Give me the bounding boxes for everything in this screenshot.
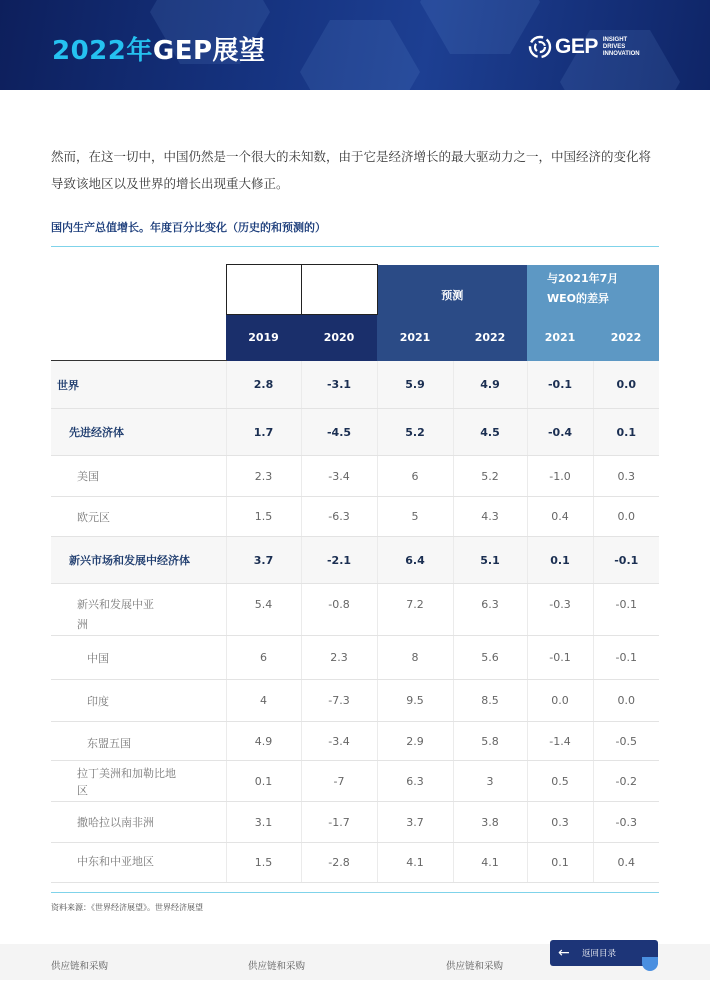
header-banner	[0, 0, 710, 90]
header-empty-box	[301, 265, 377, 315]
logo-tagline-line: DRIVES	[602, 43, 626, 50]
row-value: 8	[377, 636, 453, 680]
row-value: -4.5	[301, 409, 377, 456]
row-value: 6	[377, 456, 453, 497]
row-value: -2.8	[301, 843, 377, 883]
row-value: -1.7	[301, 802, 377, 843]
row-value: 4.1	[453, 843, 527, 883]
row-value: -0.3	[593, 802, 659, 843]
row-value: 3.7	[226, 537, 301, 584]
gep-logo	[528, 34, 640, 60]
decor-hexagon	[420, 0, 540, 54]
header-year: 2020	[301, 315, 377, 361]
logo-tagline-line: INSIGHT	[602, 36, 628, 43]
row-value: 6.3	[377, 761, 453, 802]
row-value: 1.5	[226, 843, 301, 883]
row-value: 8.5	[453, 680, 527, 722]
row-value: -1.0	[527, 456, 593, 497]
row-value: 0.1	[593, 409, 659, 456]
intro-paragraph: 然而，在这一切中，中国仍然是一个很大的未知数，由于它是经济增长的最大驱动力之一，中国经济的变化将导致该地区以及世界的增长出现重大修正。	[51, 149, 652, 191]
row-value: 0.0	[527, 680, 593, 722]
row-value: -2.1	[301, 537, 377, 584]
row-value: 0.1	[527, 537, 593, 584]
row-value: 0.4	[593, 843, 659, 883]
row-label: 中国	[51, 636, 226, 680]
row-value: 5.9	[377, 361, 453, 409]
row-label: 新兴和发展中亚洲	[51, 584, 226, 636]
row-value: -0.1	[593, 584, 659, 636]
row-value: 6.3	[453, 584, 527, 636]
row-label: 先进经济体	[51, 409, 226, 456]
row-label: 印度	[51, 680, 226, 722]
row-label: 东盟五国	[51, 722, 226, 761]
page-title	[52, 30, 266, 67]
footer-link[interactable]: 供应链和采购	[446, 961, 504, 972]
row-value: 2.3	[301, 636, 377, 680]
row-value: 0.4	[527, 497, 593, 537]
row-label: 世界	[51, 361, 226, 409]
table-row	[51, 497, 659, 537]
row-value: -0.2	[593, 761, 659, 802]
table-row	[51, 456, 659, 497]
row-value: -3.1	[301, 361, 377, 409]
row-value: 4.5	[453, 409, 527, 456]
title-year: 2022年	[52, 36, 153, 66]
row-value: 4.1	[377, 843, 453, 883]
row-value: 2.3	[226, 456, 301, 497]
row-value: 5.2	[453, 456, 527, 497]
row-value: -3.4	[301, 456, 377, 497]
row-label: 中东和中亚地区	[51, 843, 226, 883]
row-value: 0.0	[593, 361, 659, 409]
title-rest: GEP展望	[152, 36, 266, 66]
row-value: 7.2	[377, 584, 453, 636]
row-value: 1.5	[226, 497, 301, 537]
row-value: -0.1	[593, 636, 659, 680]
row-value: 0.3	[527, 802, 593, 843]
table-row	[51, 761, 659, 802]
row-value: 9.5	[377, 680, 453, 722]
row-value: -0.5	[593, 722, 659, 761]
logo-tagline	[603, 37, 640, 58]
header-year: 2019	[226, 315, 301, 361]
row-value: 2.8	[226, 361, 301, 409]
row-value: 6.4	[377, 537, 453, 584]
table-header-groups	[51, 265, 659, 315]
row-value: 3.1	[226, 802, 301, 843]
row-value: -7	[301, 761, 377, 802]
row-label: 欧元区	[51, 497, 226, 537]
table-row	[51, 802, 659, 843]
row-value: 0.0	[593, 497, 659, 537]
row-value: 5.6	[453, 636, 527, 680]
header-year: 2022	[593, 315, 659, 361]
row-value: 4.9	[226, 722, 301, 761]
row-value: 0.1	[527, 843, 593, 883]
row-label: 撒哈拉以南非洲	[51, 802, 226, 843]
row-value: 4	[226, 680, 301, 722]
row-value: -1.4	[527, 722, 593, 761]
table-row	[51, 409, 659, 456]
table-row	[51, 843, 659, 883]
header-empty-box	[226, 265, 301, 315]
row-label: 新兴市场和发展中经济体	[51, 537, 226, 584]
row-value: 6	[226, 636, 301, 680]
row-value: 4.9	[453, 361, 527, 409]
row-value: -0.1	[593, 537, 659, 584]
header-year: 2022	[453, 315, 527, 361]
row-value: 5.8	[453, 722, 527, 761]
row-value: 2.9	[377, 722, 453, 761]
gep-logo-icon	[528, 35, 552, 59]
row-value: 3.8	[453, 802, 527, 843]
header-forecast: 预测	[377, 265, 527, 315]
row-value: 0.1	[226, 761, 301, 802]
logo-text: GEP	[555, 35, 598, 58]
row-value: 4.3	[453, 497, 527, 537]
row-label: 拉丁美洲和加勒比地区	[51, 761, 226, 802]
row-value: 0.3	[593, 456, 659, 497]
back-button-label: 返回目录	[582, 949, 617, 959]
divider-top	[51, 246, 659, 247]
table-row	[51, 722, 659, 761]
row-value: -7.3	[301, 680, 377, 722]
row-value: -6.3	[301, 497, 377, 537]
row-value: -0.8	[301, 584, 377, 636]
row-value: 3.7	[377, 802, 453, 843]
header-empty-corner	[51, 265, 226, 315]
table-header-years	[51, 315, 659, 361]
footer-link[interactable]: 供应链和采购	[51, 961, 109, 972]
header-diff-weo: 与2021年7月WEO的差异	[527, 265, 659, 315]
table-row	[51, 636, 659, 680]
row-value: 0.5	[527, 761, 593, 802]
row-value: 0.0	[593, 680, 659, 722]
row-value: -3.4	[301, 722, 377, 761]
header-blank	[51, 315, 226, 361]
arrow-left-icon: ←	[558, 945, 570, 961]
header-year: 2021	[527, 315, 593, 361]
row-value: 5.1	[453, 537, 527, 584]
gdp-growth-table	[51, 264, 659, 883]
row-label: 美国	[51, 456, 226, 497]
decor-hexagon	[300, 20, 420, 90]
source-note: 资料来源：《世界经济展望》。世界经济展望	[51, 903, 203, 912]
row-value: -0.1	[527, 361, 593, 409]
table-row	[51, 584, 659, 636]
row-value: 5.4	[226, 584, 301, 636]
logo-tagline-line: INNOVATION	[602, 50, 640, 57]
row-value: 5.2	[377, 409, 453, 456]
row-value: 5	[377, 497, 453, 537]
row-value: -0.3	[527, 584, 593, 636]
row-value: -0.1	[527, 636, 593, 680]
header-year: 2021	[377, 315, 453, 361]
table-row	[51, 680, 659, 722]
row-value: 1.7	[226, 409, 301, 456]
row-value: 3	[453, 761, 527, 802]
table-title: 国内生产总值增长。年度百分比变化（历史的和预测的）	[51, 221, 326, 234]
table-row	[51, 361, 659, 409]
divider-bottom	[51, 892, 659, 893]
row-value: -0.4	[527, 409, 593, 456]
table-row	[51, 537, 659, 584]
footer-link[interactable]: 供应链和采购	[248, 961, 306, 972]
